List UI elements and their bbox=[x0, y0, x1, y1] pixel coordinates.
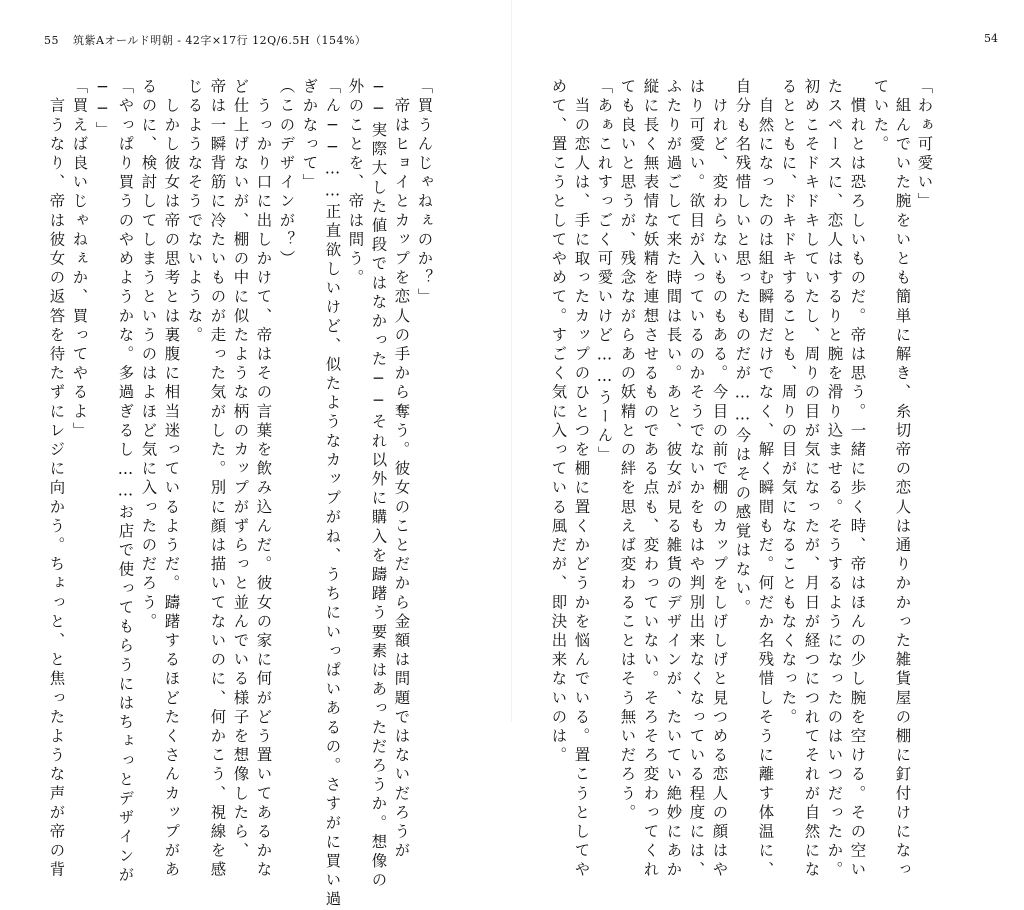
text-column: ていた。 bbox=[871, 78, 890, 155]
text-column: 「やっぱり買うのやめようかな。多過ぎるし……お店で使ってもらうにはちょっとデザインが bbox=[116, 78, 135, 886]
text-column: （このデザインが？） bbox=[277, 78, 296, 269]
text-column: 当の恋人は、手に取ったカップのひとつを棚に置くかどうかを悩んでいる。置こうとしてや bbox=[572, 78, 591, 881]
text-column: 自分も名残惜しいと思ったものだが……今はその感覚はない。 bbox=[733, 78, 752, 618]
text-column: 自然になったのは組む瞬間だけでなく、解く瞬間もだ。何だか名残惜しそうに離す体温に、 bbox=[756, 78, 775, 881]
text-column: るとともに、ドキドキすることも、周りの目が気になることもなくなった。 bbox=[779, 78, 798, 728]
text-column: ど仕上げないが、棚の中に似たような柄のカップがずらっと並んでいる様子を想像したら、 bbox=[231, 78, 250, 862]
text-column: じるようなそうでないような。 bbox=[185, 78, 204, 346]
text-column: 「買えば良いじゃねぇか、買ってやるよ」 bbox=[70, 78, 89, 441]
text-column: めて、置こうとしてやめて。すごく気に入っている風だが、即決出来ないのは。 bbox=[549, 78, 568, 766]
text-column: ──」 bbox=[93, 78, 112, 141]
right-page-number: 54 bbox=[984, 32, 998, 45]
text-column: 慣れとは恐ろしいものだ。帝は思う。一緒に歩く時、帝はほんの少し腕を空ける。その空い bbox=[848, 78, 867, 881]
text-column: 帝は一瞬背筋に冷たいものが走った気がした。別に顔は描いてないのに、何かこう、視線を感 bbox=[208, 78, 227, 881]
text-column: 縦に長く無表情な妖精を連想させるものである点も、変わっていない。そろそろ変わってくれ bbox=[641, 78, 660, 881]
text-column: しかし彼女は帝の思考とは裏腹に相当迷っているようだ。躊躇するほどたくさんカップがあ bbox=[162, 78, 181, 881]
text-column: ──実際大した値段ではなかった──それ以外に購入を躊躇う要素はあっただろうか。想像の bbox=[369, 78, 388, 891]
text-column: はり可愛い。欲目が入っているのかそうでないかをもはや判別出来なくなっている程度には、 bbox=[687, 78, 706, 881]
text-column: 外のことを、帝は問う。 bbox=[346, 78, 365, 289]
text-column: 「ん──……正直欲しいけど、似たようなカップがね、うちにいっぱいあるの。さすがに買い過 bbox=[323, 78, 342, 910]
page-gutter bbox=[511, 0, 512, 722]
text-column: たスペースに、恋人はするりと腕を滑り込ませる。そうするようになったのはいつだったか。 bbox=[825, 78, 844, 881]
text-column: 組んでいた腕をいとも簡単に解き、糸切帝の恋人は通りかかった雑貨屋の棚に釘付けになっ bbox=[893, 78, 912, 881]
text-column: ぎかなって」 bbox=[300, 78, 319, 193]
text-column: 初めこそドキドキしていたし、周りの目が気になったが、月日が経つにつれてそれが自然にな bbox=[802, 78, 821, 881]
typesetting-spec: 筑紫Aオールド明朝 - 42字×17行 12Q/6.5H（154%） bbox=[73, 34, 367, 47]
text-column: 言うなり、帝は彼女の返答を待たずにレジに向かう。ちょっと、と焦ったような声が帝の背 bbox=[47, 78, 66, 881]
text-column: けれど、変わらないものもある。今目の前で棚のカップをしげしげと見つめる恋人の顔はや bbox=[710, 78, 729, 881]
text-column: 「あぁこれすっごく可愛いけど……うーん」 bbox=[595, 78, 614, 466]
text-column: 「わぁ可愛い」 bbox=[915, 78, 934, 212]
left-page-number: 55 bbox=[44, 34, 59, 47]
left-page-header bbox=[44, 32, 366, 48]
text-column: ふたりが過ごして来た時間は長い。あと、彼女が見る雑貨のデザインが、たいてい絶妙にあか bbox=[664, 78, 683, 881]
text-column: 「買うんじゃねぇのか？」 bbox=[415, 78, 434, 308]
text-column: うっかり口に出しかけて、帝はその言葉を飲み込んだ。彼女の家に何がどう置いてあるかな bbox=[254, 78, 273, 881]
text-column: 帝はヒョイとカップを恋人の手から奪う。彼女のことだから金額は問題ではないだろうが bbox=[392, 78, 411, 862]
text-column: ても良いと思うが、残念ながらあの妖精との絆を思えば変わることはそう無いだろう。 bbox=[618, 78, 637, 823]
text-column: るのに、検討してしまうというのはよほど気に入ったのだろう。 bbox=[139, 78, 158, 632]
